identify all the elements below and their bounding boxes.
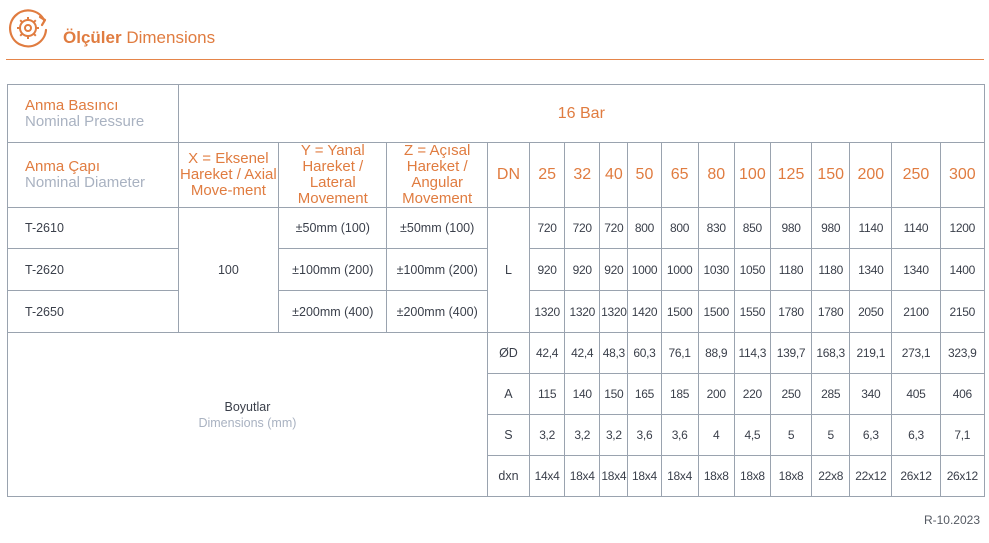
dimension-value: 76,1 [661,333,698,374]
length-value: 1140 [892,208,940,249]
dimension-value: 7,1 [940,415,984,456]
lateral-movement-value: ±100mm (200) [279,249,387,291]
page-title [63,28,215,48]
header-row [8,143,985,208]
length-value: 1400 [940,249,984,291]
length-value: 1030 [698,249,734,291]
length-value: 800 [661,208,698,249]
length-value: 720 [565,208,600,249]
model-code: T-2620 [8,249,179,291]
length-value: 1320 [530,291,565,333]
length-value: 1000 [661,249,698,291]
length-value: 1420 [628,291,661,333]
nominal-diameter-tr: Anma Çapı [25,158,101,175]
length-value: 1180 [812,249,850,291]
dimension-value: 3,6 [628,415,661,456]
dimension-value: 114,3 [734,333,770,374]
dimension-value: 3,6 [661,415,698,456]
dimension-value: 42,4 [565,333,600,374]
nominal-diameter-label [8,143,179,208]
dn-label: DN [487,143,529,208]
dn-value: 80 [698,143,734,208]
length-value: 1050 [734,249,770,291]
length-value: 800 [628,208,661,249]
dimension-value: 285 [812,374,850,415]
dn-value: 25 [530,143,565,208]
dimension-value: 18x8 [770,456,811,497]
model-code: T-2650 [8,291,179,333]
dimension-value: 88,9 [698,333,734,374]
dimension-value: 150 [600,374,628,415]
length-value: 920 [600,249,628,291]
model-code: T-2610 [8,208,179,249]
dimension-value: 273,1 [892,333,940,374]
length-value: 1500 [661,291,698,333]
dimension-value: 14x4 [530,456,565,497]
length-value: 1780 [812,291,850,333]
dimension-value: 18x8 [734,456,770,497]
angular-movement-value: ±100mm (200) [387,249,487,291]
dimensions-label [8,333,488,497]
dimension-value: 22x8 [812,456,850,497]
dn-value: 40 [600,143,628,208]
length-value: 830 [698,208,734,249]
dimension-value: 3,2 [530,415,565,456]
model-row [8,208,985,249]
dimension-value: 340 [850,374,892,415]
dn-value: 65 [661,143,698,208]
dn-value: 150 [812,143,850,208]
dimension-label: S [487,415,529,456]
dimension-value: 26x12 [892,456,940,497]
dimension-value: 139,7 [770,333,811,374]
angular-movement-value: ±200mm (400) [387,291,487,333]
length-value: 1140 [850,208,892,249]
dimension-value: 220 [734,374,770,415]
angular-movement-value: ±50mm (100) [387,208,487,249]
dimension-value: 22x12 [850,456,892,497]
length-value: 920 [565,249,600,291]
dimension-value: 4 [698,415,734,456]
dimension-value: 3,2 [565,415,600,456]
nominal-pressure-value: 16 Bar [178,85,984,143]
dimension-value: 18x4 [661,456,698,497]
dimension-value: 219,1 [850,333,892,374]
length-value: 2100 [892,291,940,333]
lateral-movement-header: Y = Yanal Hareket / Lateral Movement [279,143,387,208]
pressure-row [8,85,985,143]
dn-value: 200 [850,143,892,208]
dimension-value: 3,2 [600,415,628,456]
length-value: 1200 [940,208,984,249]
nominal-pressure-label [8,85,179,143]
header-divider [6,59,984,60]
length-value: 1000 [628,249,661,291]
page-title-en: Dimensions [126,28,216,47]
length-value: 1340 [892,249,940,291]
dimension-value: 185 [661,374,698,415]
dimension-value: 250 [770,374,811,415]
dimension-value: 26x12 [940,456,984,497]
revision-code: R-10.2023 [923,513,980,527]
nominal-diameter-en: Nominal Diameter [25,174,146,191]
length-value: 2050 [850,291,892,333]
length-value: 720 [530,208,565,249]
angular-movement-header: Z = Açısal Hareket / Angular Movement [387,143,487,208]
nominal-pressure-en: Nominal Pressure [25,112,145,130]
dimension-row [8,333,985,374]
gear-cycle-icon [6,6,50,50]
dn-value: 50 [628,143,661,208]
length-value: 920 [530,249,565,291]
length-value: 1320 [600,291,628,333]
dn-value: 100 [734,143,770,208]
dimensions-label-en: Dimensions (mm) [198,415,297,430]
dn-value: 250 [892,143,940,208]
length-value: 850 [734,208,770,249]
axial-movement-value: 100 [178,208,278,333]
dimension-label: dxn [487,456,529,497]
length-value: 1180 [770,249,811,291]
length-value: 1500 [698,291,734,333]
length-label: L [487,208,529,333]
dimension-value: 6,3 [892,415,940,456]
dimension-value: 405 [892,374,940,415]
dn-value: 300 [940,143,984,208]
length-value: 720 [600,208,628,249]
dimension-value: 200 [698,374,734,415]
dimension-value: 60,3 [628,333,661,374]
length-value: 1550 [734,291,770,333]
dimension-value: 140 [565,374,600,415]
dimension-value: 168,3 [812,333,850,374]
dimension-value: 42,4 [530,333,565,374]
length-value: 1320 [565,291,600,333]
axial-movement-header: X = Eksenel Hareket / Axial Move-ment [178,143,278,208]
length-value: 980 [770,208,811,249]
dimension-value: 5 [770,415,811,456]
lateral-movement-value: ±200mm (400) [279,291,387,333]
dimension-value: 48,3 [600,333,628,374]
length-value: 2150 [940,291,984,333]
page-header [0,0,989,60]
dimension-label: A [487,374,529,415]
dimension-value: 406 [940,374,984,415]
dimension-value: 115 [530,374,565,415]
dn-value: 32 [565,143,600,208]
dimensions-label-tr: Boyutlar [224,399,271,414]
length-value: 980 [812,208,850,249]
dimension-value: 18x4 [628,456,661,497]
length-value: 1780 [770,291,811,333]
dimension-value: 18x4 [565,456,600,497]
dn-value: 125 [770,143,811,208]
lateral-movement-value: ±50mm (100) [279,208,387,249]
length-value: 1340 [850,249,892,291]
dimension-value: 18x4 [600,456,628,497]
dimension-label: ØD [487,333,529,374]
dimension-value: 18x8 [698,456,734,497]
nominal-pressure-tr: Anma Basıncı [25,96,119,114]
page-title-tr: Ölçüler [63,28,122,47]
dimension-value: 323,9 [940,333,984,374]
dimension-value: 5 [812,415,850,456]
dimension-value: 165 [628,374,661,415]
dimension-value: 4,5 [734,415,770,456]
dimension-value: 6,3 [850,415,892,456]
dimensions-table [7,84,985,497]
